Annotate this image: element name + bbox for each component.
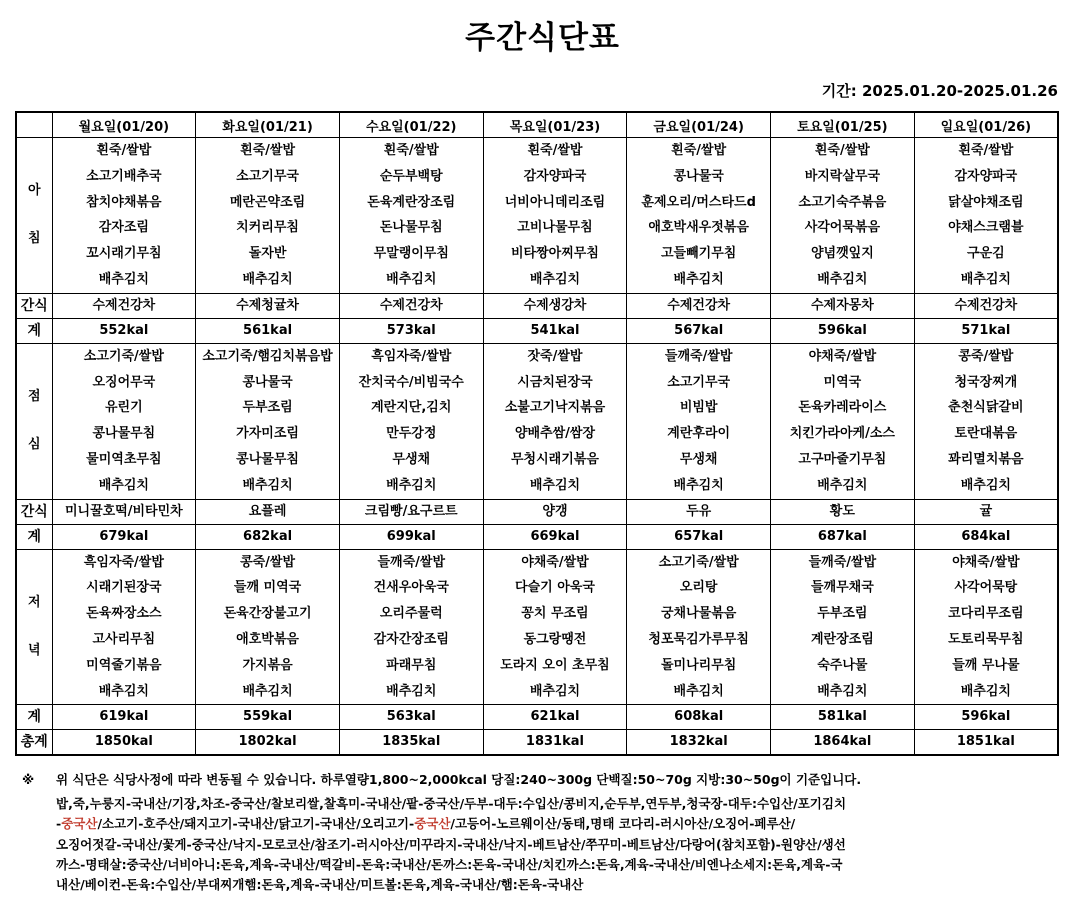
menu-item: 구운김 — [967, 246, 1005, 262]
menu-table — [15, 111, 1059, 756]
menu-item: 배추김치 — [960, 683, 1011, 699]
menu-item: 무생채 — [679, 451, 718, 467]
snack-item: 수제건강차 — [52, 293, 196, 318]
meal-label-char: 점 — [27, 389, 41, 405]
day-header-row — [16, 112, 1058, 138]
kcal-value: 684kal — [914, 524, 1058, 549]
menu-item: 배추김치 — [673, 683, 724, 699]
menu-item: 고사리무침 — [92, 631, 156, 647]
snack-item: 수제청귤차 — [196, 293, 340, 318]
kcal-value: 679kal — [52, 524, 196, 549]
menu-item: 들깨 미역국 — [233, 580, 302, 596]
origin-line: 까스-명태살:중국산/너비아니:돈육,계육-국내산/떡갈비-돈육:국내산/돈까스:돈육-국내산/치킨까스:돈육,계육-국내산/비엔나소세지:돈육,계육-국 — [56, 856, 843, 872]
dinner-day-cell — [196, 549, 340, 705]
menu-item: 배추김치 — [529, 683, 581, 699]
kcal-value: 669kal — [483, 524, 627, 549]
kcal-label: 계 — [16, 318, 52, 343]
menu-item: 무생채 — [392, 451, 431, 467]
menu-item: 너비아니데리조림 — [504, 194, 606, 210]
menu-item: 청국장찌개 — [954, 374, 1018, 390]
meal-label-char: 저 — [27, 594, 41, 610]
menu-item: 계란후라이 — [667, 426, 731, 442]
lunch-day-cell — [771, 343, 915, 499]
breakfast-snack-row — [16, 293, 1058, 318]
menu-item: 들깨죽/쌀밥 — [664, 348, 733, 364]
menu-item: 춘천식닭갈비 — [948, 400, 1024, 416]
menu-item: 감자양파국 — [954, 168, 1018, 184]
menu-item: 사각어묵볶음 — [804, 220, 881, 236]
origin-line: 오징어젓갈-국내산/꽃게-중국산/낙지-모로코산/참조기-러시아산/미꾸라지-국내산/낙지-베트남산/쭈꾸미-베트남산/다랑어(참치포함)-원양산/생선 — [56, 836, 846, 852]
menu-item: 흑임자죽/쌀밥 — [83, 554, 164, 570]
menu-item: 무청시래기볶음 — [511, 451, 599, 467]
menu-item: 콩나물국 — [673, 168, 724, 184]
snack-label: 간식 — [16, 293, 52, 318]
menu-item: 들깨죽/쌀밥 — [377, 554, 446, 570]
kcal-value: 596kal — [914, 705, 1058, 730]
menu-item: 비빔밥 — [679, 400, 718, 416]
breakfast-day-cell — [627, 138, 771, 294]
menu-item: 코다리무조림 — [948, 606, 1024, 622]
menu-item: 도토리묵무침 — [948, 631, 1024, 647]
snack-item: 귤 — [914, 499, 1058, 524]
menu-item: 궁채나물볶음 — [660, 606, 737, 622]
kcal-value: 699kal — [339, 524, 483, 549]
menu-item: 배추김치 — [960, 477, 1011, 493]
day-header: 수요일(01/22) — [339, 112, 483, 138]
menu-item: 고구마줄기무침 — [798, 451, 887, 467]
menu-item: 흰죽/쌀밥 — [383, 143, 439, 158]
dinner-items-row — [16, 549, 1058, 705]
day-header: 일요일(01/26) — [914, 112, 1058, 138]
menu-item: 미역줄기볶음 — [86, 657, 162, 673]
menu-item: 감자간장조림 — [373, 631, 449, 647]
menu-item: 흰죽/쌀밥 — [671, 143, 727, 158]
menu-item: 배추김치 — [242, 271, 293, 287]
breakfast-day-cell — [914, 138, 1058, 294]
menu-item: 들깨 무나물 — [952, 657, 1020, 673]
menu-item: 돌자반 — [248, 246, 287, 262]
kcal-value: 567kal — [627, 318, 771, 343]
lunch-day-cell — [627, 343, 771, 499]
menu-item: 야채죽/쌀밥 — [808, 348, 877, 364]
menu-item: 가자미조림 — [236, 426, 299, 442]
menu-item: 돈육카레라이스 — [798, 400, 887, 416]
menu-item: 흰죽/쌀밥 — [958, 143, 1014, 158]
menu-item: 배추김치 — [673, 271, 724, 287]
snack-label: 간식 — [16, 499, 52, 524]
menu-item: 두부조림 — [817, 606, 868, 622]
menu-item: 시래기된장국 — [86, 580, 162, 596]
lunch-label — [16, 343, 52, 499]
kcal-value: 571kal — [914, 318, 1058, 343]
dinner-day-cell — [627, 549, 771, 705]
kcal-value: 682kal — [196, 524, 340, 549]
total-value: 1851kal — [914, 730, 1058, 756]
snack-item: 양갱 — [483, 499, 627, 524]
snack-item: 크림빵/요구르트 — [339, 499, 483, 524]
day-header: 목요일(01/23) — [483, 112, 627, 138]
snack-item: 수제자몽차 — [771, 293, 915, 318]
kcal-value: 552kal — [52, 318, 196, 343]
menu-item: 잣죽/쌀밥 — [527, 348, 583, 364]
menu-item: 배추김치 — [529, 477, 581, 493]
corner-cell — [16, 112, 52, 138]
menu-item: 감자양파국 — [523, 168, 587, 184]
menu-item: 바지락살무국 — [804, 168, 881, 184]
dinner-day-cell — [52, 549, 196, 705]
meal-label-char: 녁 — [27, 642, 41, 658]
menu-item: 계란장조림 — [810, 631, 874, 647]
menu-item: 배추김치 — [98, 477, 149, 493]
kcal-value: 559kal — [196, 705, 340, 730]
total-label: 총계 — [16, 730, 52, 756]
menu-item: 배추김치 — [386, 271, 437, 287]
menu-item: 순두부백탕 — [379, 168, 443, 184]
kcal-label: 계 — [16, 524, 52, 549]
menu-item: 메란곤약조림 — [229, 194, 306, 210]
period-label: 기간: 2025.01.20-2025.01.26 — [821, 82, 1058, 100]
menu-item: 치커리무침 — [236, 220, 299, 236]
menu-item: 콩죽/쌀밥 — [958, 348, 1014, 364]
menu-item: 가지볶음 — [242, 657, 293, 673]
menu-item: 배추김치 — [98, 683, 149, 699]
lunch-items-row — [16, 343, 1058, 499]
menu-item: 오리주물럭 — [379, 606, 443, 622]
page-title: 주간식단표 — [465, 20, 620, 56]
breakfast-day-cell — [483, 138, 627, 294]
menu-item: 오징어무국 — [92, 374, 156, 390]
kcal-value: 573kal — [339, 318, 483, 343]
meal-label-char: 아 — [27, 183, 41, 199]
menu-item: 흰죽/쌀밥 — [814, 143, 870, 158]
kcal-value: 541kal — [483, 318, 627, 343]
menu-item: 소고기무국 — [667, 374, 731, 390]
menu-item: 애호박볶음 — [236, 631, 299, 647]
menu-item: 배추김치 — [817, 683, 868, 699]
kcal-label: 계 — [16, 705, 52, 730]
menu-item: 배추김치 — [242, 477, 293, 493]
lunch-day-cell — [52, 343, 196, 499]
menu-item: 토란대볶음 — [954, 426, 1018, 442]
total-value: 1802kal — [196, 730, 340, 756]
breakfast-label — [16, 138, 52, 294]
menu-item: 계란지단,김치 — [371, 400, 452, 416]
menu-item: 콩죽/쌀밥 — [240, 554, 296, 570]
menu-item: 배추김치 — [817, 477, 868, 493]
kcal-value: 687kal — [771, 524, 915, 549]
menu-item: 도라지 오이 초무침 — [500, 657, 610, 673]
menu-item: 흑임자죽/쌀밥 — [371, 348, 452, 364]
menu-item: 돌미나리무침 — [660, 657, 737, 673]
total-value: 1850kal — [52, 730, 196, 756]
breakfast-day-cell — [339, 138, 483, 294]
menu-item: 돈육계란장조림 — [367, 194, 456, 210]
menu-item: 콩나물국 — [242, 374, 293, 390]
menu-item: 잔치국수/비빔국수 — [358, 374, 464, 390]
menu-item: 시금치된장국 — [517, 374, 593, 390]
dinner-day-cell — [483, 549, 627, 705]
menu-item: 배추김치 — [817, 271, 868, 287]
menu-item: 야채스크램블 — [948, 220, 1024, 236]
menu-item: 소고기죽/쌀밥 — [658, 554, 739, 570]
meal-label-char: 침 — [27, 231, 41, 247]
menu-item: 다슬기 아욱국 — [515, 580, 595, 596]
meal-label-char: 심 — [27, 437, 41, 453]
breakfast-day-cell — [52, 138, 196, 294]
lunch-kcal-row — [16, 524, 1058, 549]
note-line: 위 식단은 식당사정에 따라 변동될 수 있습니다. 하루열량1,800~2,000kcal 당질:240~300g 단백질:50~70g 지방:30~50g이 기준입니다. — [56, 772, 862, 787]
menu-item: 흰죽/쌀밥 — [527, 143, 583, 158]
menu-item: 만두강정 — [386, 426, 437, 442]
breakfast-items-row — [16, 138, 1058, 294]
menu-item: 배추김치 — [673, 477, 724, 493]
day-header: 월요일(01/20) — [52, 112, 196, 138]
day-header: 화요일(01/21) — [196, 112, 340, 138]
snack-item: 수제건강차 — [339, 293, 483, 318]
origin-line: -중국산/소고기-호주산/돼지고기-국내산/닭고기-국내산/오리고기-중국산/고등어-노르웨이산/동태,명태 코다리-러시아산/오징어-페루산/ — [56, 816, 796, 832]
menu-item: 사각어묵탕 — [954, 580, 1018, 596]
menu-item: 훈제오리/머스타드d — [641, 194, 756, 210]
menu-item: 비타짱아찌무침 — [511, 246, 599, 262]
snack-item: 미니꿀호떡/비타민차 — [52, 499, 196, 524]
origin-info — [18, 794, 1068, 895]
menu-item: 야채죽/쌀밥 — [952, 554, 1020, 570]
kcal-value: 563kal — [339, 705, 483, 730]
menu-item: 콩나물무침 — [236, 451, 299, 467]
menu-item: 유린기 — [105, 400, 143, 416]
menu-item: 배추김치 — [960, 271, 1011, 287]
kcal-value: 561kal — [196, 318, 340, 343]
menu-item: 돈육간장불고기 — [223, 606, 312, 622]
menu-item: 두부조림 — [242, 400, 293, 416]
menu-item: 돈육짜장소스 — [86, 606, 162, 622]
lunch-day-cell — [914, 343, 1058, 499]
origin-line: 내산/베이컨-돈육:수입산/부대찌개햄:돈육,계육-국내산/미트볼:돈육,계육-국내산/햄:돈육-국내산 — [56, 877, 584, 893]
kcal-value: 657kal — [627, 524, 771, 549]
kcal-value: 621kal — [483, 705, 627, 730]
lunch-day-cell — [483, 343, 627, 499]
menu-item: 무말랭이무침 — [373, 246, 449, 262]
menu-item: 들깨무채국 — [810, 580, 874, 596]
lunch-day-cell — [196, 343, 340, 499]
dinner-day-cell — [771, 549, 915, 705]
menu-item: 건새우아욱국 — [373, 580, 449, 596]
menu-item: 고들빼기무침 — [660, 246, 737, 262]
menu-item: 양배추쌈/쌈장 — [514, 426, 596, 442]
total-value: 1835kal — [339, 730, 483, 756]
menu-item: 감자조림 — [98, 220, 149, 236]
kcal-value: 581kal — [771, 705, 915, 730]
menu-item: 소불고기낙지볶음 — [504, 400, 606, 416]
snack-item: 수제생강차 — [483, 293, 627, 318]
total-row — [16, 730, 1058, 756]
origin-line: 밥,죽,누룽지-국내산/기장,차조-중국산/찰보리쌀,찰흑미-국내산/팥-중국산/두부-대두:수입산/콩비지,순두부,연두부,청국장-대두:수입산/포기김치 — [56, 796, 847, 812]
kcal-value: 619kal — [52, 705, 196, 730]
menu-item: 참치야채볶음 — [86, 194, 162, 210]
dinner-label — [16, 549, 52, 705]
menu-item: 동그랑땡전 — [523, 631, 587, 647]
breakfast-day-cell — [771, 138, 915, 294]
menu-item: 고비나물무침 — [517, 220, 593, 236]
menu-item: 배추김치 — [529, 271, 581, 287]
menu-item: 청포묵김가루무침 — [648, 631, 749, 647]
snack-item: 황도 — [771, 499, 915, 524]
snack-item: 수제건강차 — [914, 293, 1058, 318]
lunch-snack-row — [16, 499, 1058, 524]
breakfast-day-cell — [196, 138, 340, 294]
menu-item: 숙주나물 — [817, 657, 868, 673]
snack-item: 두유 — [627, 499, 771, 524]
day-header: 토요일(01/25) — [771, 112, 915, 138]
menu-item: 소고기죽/쌀밥 — [83, 348, 164, 364]
dinner-day-cell — [339, 549, 483, 705]
menu-item: 꽁치 무조림 — [521, 606, 589, 622]
kcal-value: 608kal — [627, 705, 771, 730]
menu-item: 미역국 — [823, 374, 862, 390]
total-value: 1832kal — [627, 730, 771, 756]
menu-item: 닭살야채조림 — [948, 194, 1024, 210]
menu-item: 치킨가라아케/소스 — [789, 426, 895, 442]
menu-item: 애호박새우젓볶음 — [648, 220, 749, 236]
breakfast-kcal-row — [16, 318, 1058, 343]
menu-item: 배추김치 — [386, 477, 437, 493]
dinner-kcal-row — [16, 705, 1058, 730]
menu-item: 꽈리멸치볶음 — [948, 451, 1024, 467]
dinner-day-cell — [914, 549, 1058, 705]
menu-item: 배추김치 — [98, 271, 149, 287]
menu-item: 소고기숙주볶음 — [798, 194, 887, 210]
menu-item: 소고기무국 — [236, 168, 299, 184]
notes — [18, 770, 1068, 895]
day-header: 금요일(01/24) — [627, 112, 771, 138]
menu-item: 소고기죽/햄김치볶음밥 — [202, 348, 333, 364]
menu-item: 돈나물무침 — [379, 220, 443, 236]
menu-item: 배추김치 — [386, 683, 437, 699]
menu-item: 양념깻잎지 — [810, 246, 874, 262]
menu-item: 들깨죽/쌀밥 — [808, 554, 877, 570]
menu-item: 콩나물무침 — [92, 426, 156, 442]
lunch-day-cell — [339, 343, 483, 499]
kcal-value: 596kal — [771, 318, 915, 343]
menu-item: 배추김치 — [242, 683, 293, 699]
menu-item: 꼬시래기무침 — [86, 246, 162, 262]
total-value: 1831kal — [483, 730, 627, 756]
menu-item: 물미역초무침 — [86, 451, 162, 467]
menu-item: 소고기배추국 — [86, 168, 162, 184]
note-mark: ※ — [22, 772, 35, 787]
menu-item: 흰죽/쌀밥 — [240, 143, 296, 158]
total-value: 1864kal — [771, 730, 915, 756]
menu-item: 흰죽/쌀밥 — [96, 143, 152, 158]
snack-item: 요플레 — [196, 499, 340, 524]
menu-item: 오리탕 — [679, 580, 718, 596]
menu-item: 야채죽/쌀밥 — [521, 554, 589, 570]
snack-item: 수제건강차 — [627, 293, 771, 318]
menu-item: 파래무침 — [386, 657, 437, 673]
